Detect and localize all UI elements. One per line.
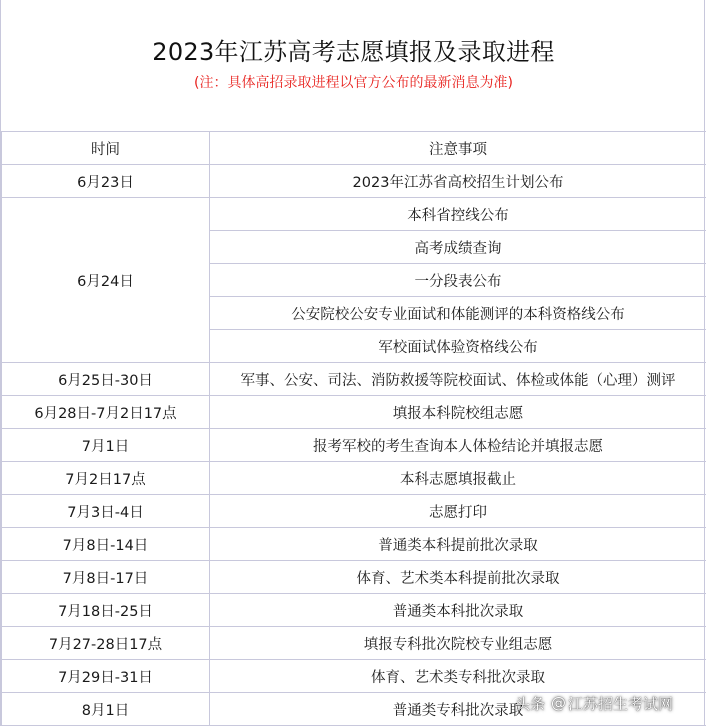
table-row — [2, 363, 706, 396]
notes-cell: 体育、艺术类本科提前批次录取 — [210, 561, 706, 594]
notes-cell: 公安院校公安专业面试和体能测评的本科资格线公布 — [210, 297, 706, 330]
table-row — [2, 561, 706, 594]
table-row — [2, 660, 706, 693]
table-row — [2, 165, 706, 198]
title-block — [1, 0, 706, 131]
notes-cell: 填报专科批次院校专业组志愿 — [210, 627, 706, 660]
time-cell: 7月2日17点 — [2, 462, 210, 495]
watermark-at: @ — [551, 694, 567, 712]
header-time: 时间 — [2, 132, 210, 165]
time-cell: 7月8日-14日 — [2, 528, 210, 561]
table-row — [2, 429, 706, 462]
notes-cell: 军事、公安、司法、消防救援等院校面试、体检或体能（心理）测评 — [210, 363, 706, 396]
table-row — [2, 396, 706, 429]
time-cell: 8月1日 — [2, 693, 210, 726]
time-cell: 6月28日-7月2日17点 — [2, 396, 210, 429]
time-cell: 7月8日-17日 — [2, 561, 210, 594]
notes-cell: 本科志愿填报截止 — [210, 462, 706, 495]
notes-cell: 2023年江苏省高校招生计划公布 — [210, 165, 706, 198]
time-cell: 6月24日 — [2, 198, 210, 363]
notes-cell: 军校面试体验资格线公布 — [210, 330, 706, 363]
notes-cell: 普通类本科提前批次录取 — [210, 528, 706, 561]
notes-cell: 普通类专科批次录取 — [210, 693, 706, 726]
notes-cell: 高考成绩查询 — [210, 231, 706, 264]
time-cell: 7月3日-4日 — [2, 495, 210, 528]
table-row — [2, 198, 706, 231]
table-row — [2, 495, 706, 528]
watermark-brand: 头条 — [515, 694, 546, 713]
page-title: 2023年江苏高考志愿填报及录取进程 — [152, 38, 555, 66]
notes-cell: 普通类本科批次录取 — [210, 594, 706, 627]
page-subtitle-note: (注：具体高招录取进程以官方公布的最新消息为准) — [194, 75, 513, 91]
notes-cell: 一分段表公布 — [210, 264, 706, 297]
table-header-row — [2, 132, 706, 165]
notes-cell: 报考军校的考生查询本人体检结论并填报志愿 — [210, 429, 706, 462]
time-cell: 7月29日-31日 — [2, 660, 210, 693]
time-cell: 6月25日-30日 — [2, 363, 210, 396]
watermark — [515, 689, 673, 717]
schedule-table — [1, 131, 706, 726]
time-cell: 7月18日-25日 — [2, 594, 210, 627]
table-row — [2, 528, 706, 561]
table-row — [2, 627, 706, 660]
watermark-account: 江苏招生考试网 — [568, 694, 674, 713]
table-row — [2, 594, 706, 627]
time-cell: 7月27-28日17点 — [2, 627, 210, 660]
notes-cell: 志愿打印 — [210, 495, 706, 528]
notes-cell: 体育、艺术类专科批次录取 — [210, 660, 706, 693]
table-row — [2, 462, 706, 495]
notes-cell: 填报本科院校组志愿 — [210, 396, 706, 429]
header-notes: 注意事项 — [210, 132, 706, 165]
time-cell: 7月1日 — [2, 429, 210, 462]
time-cell: 6月23日 — [2, 165, 210, 198]
notes-cell: 本科省控线公布 — [210, 198, 706, 231]
